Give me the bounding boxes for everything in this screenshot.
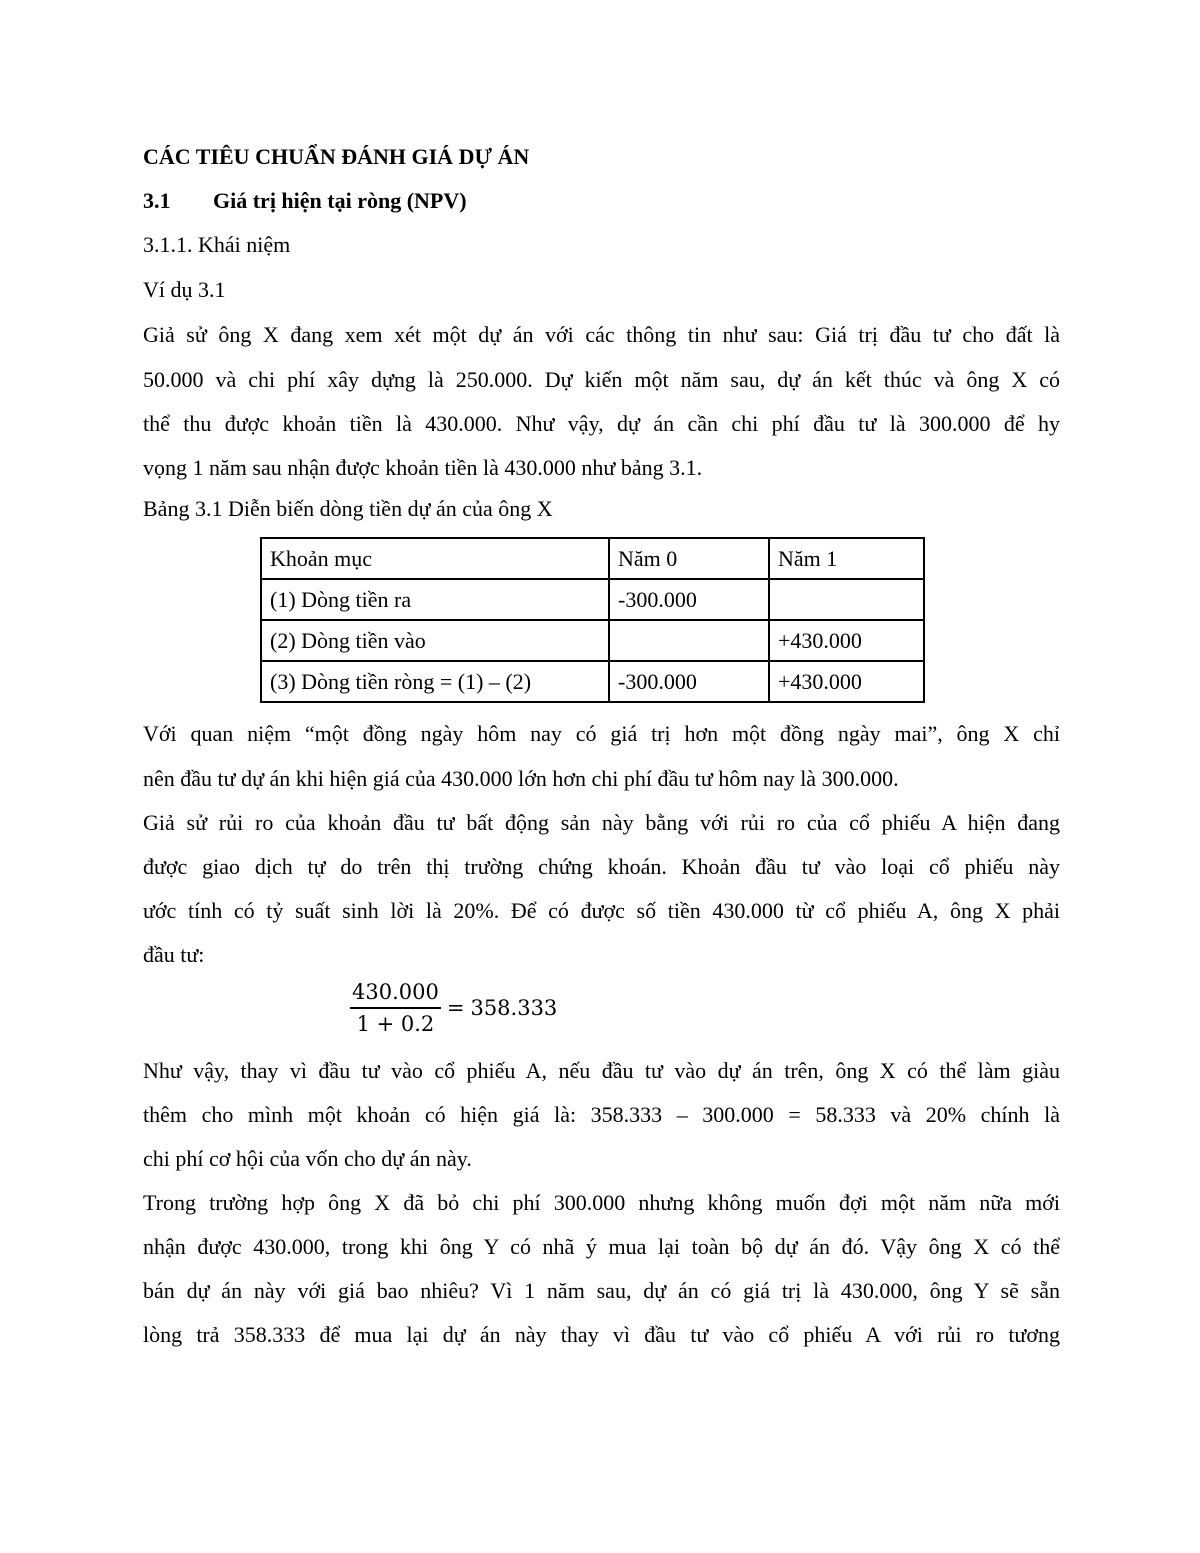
table-cell bbox=[769, 579, 924, 620]
formula-result: 358.333 bbox=[470, 996, 558, 1020]
fraction-denominator: 1 + 0.2 bbox=[356, 1012, 435, 1036]
table-header-cell: Năm 1 bbox=[769, 538, 924, 579]
example-label: Ví dụ 3.1 bbox=[143, 277, 226, 302]
section-title: Giá trị hiện tại ròng (NPV) bbox=[213, 188, 467, 213]
table-cell: -300.000 bbox=[609, 661, 769, 702]
paragraph-line: ước tính có tỷ suất sinh lời là 20%. Để có được số tiền 430.000 từ cổ phiếu A, ông X phải bbox=[143, 898, 1060, 923]
paragraph-line: Với quan niệm “một đồng ngày hôm nay có giá trị hơn một đồng ngày mai”, ông X chỉ bbox=[143, 721, 1060, 746]
paragraph-line: thể thu được khoản tiền là 430.000. Như vậy, dự án cần chi phí đầu tư là 300.000 để hy bbox=[143, 411, 1060, 436]
table-caption: Bảng 3.1 Diễn biến dòng tiền dự án của ông X bbox=[143, 496, 553, 521]
cash-flow-table bbox=[260, 537, 925, 703]
paragraph-line: Giả sử rủi ro của khoản đầu tư bất động sản này bằng với rủi ro của cổ phiếu A hiện đang bbox=[143, 810, 1060, 835]
paragraph-line: thêm cho mình một khoản có hiện giá là: 358.333 – 300.000 = 58.333 và 20% chính là bbox=[143, 1102, 1060, 1127]
table-cell: (2) Dòng tiền vào bbox=[261, 620, 609, 661]
paragraph-line: bán dự án này với giá bao nhiêu? Vì 1 năm sau, dự án có giá trị là 430.000, ông Y sẽ sẵn bbox=[143, 1278, 1060, 1303]
fraction bbox=[350, 980, 441, 1036]
table-cell bbox=[609, 620, 769, 661]
document-title: CÁC TIÊU CHUẨN ĐÁNH GIÁ DỰ ÁN bbox=[143, 144, 530, 169]
paragraph-line: chi phí cơ hội của vốn cho dự án này. bbox=[143, 1146, 472, 1171]
paragraph-line: Trong trường hợp ông X đã bỏ chi phí 300.000 nhưng không muốn đợi một năm nữa mới bbox=[143, 1190, 1060, 1215]
paragraph-line: 50.000 và chi phí xây dựng là 250.000. Dự kiến một năm sau, dự án kết thúc và ông X có bbox=[143, 367, 1060, 392]
paragraph-line: nên đầu tư dự án khi hiện giá của 430.000 lớn hơn chi phí đầu tư hôm nay là 300.000. bbox=[143, 766, 899, 791]
table-row bbox=[261, 661, 924, 702]
paragraph-line: Như vậy, thay vì đầu tư vào cổ phiếu A, nếu đầu tư vào dự án trên, ông X có thể làm giàu bbox=[143, 1058, 1060, 1083]
table-cell: (1) Dòng tiền ra bbox=[261, 579, 609, 620]
table-row bbox=[261, 579, 924, 620]
section-heading bbox=[143, 186, 467, 216]
table-cell: +430.000 bbox=[769, 620, 924, 661]
table-row bbox=[261, 620, 924, 661]
paragraph-line: Giả sử ông X đang xem xét một dự án với các thông tin như sau: Giá trị đầu tư cho đất là bbox=[143, 322, 1060, 347]
table-cell: +430.000 bbox=[769, 661, 924, 702]
paragraph-line: lòng trả 358.333 để mua lại dự án này thay vì đầu tư vào cổ phiếu A với rủi ro tương bbox=[143, 1322, 1060, 1347]
fraction-numerator: 430.000 bbox=[350, 980, 441, 1009]
equals-sign: = bbox=[446, 996, 465, 1020]
pv-formula bbox=[350, 980, 557, 1036]
section-number: 3.1 bbox=[143, 188, 171, 213]
table-header-row bbox=[261, 538, 924, 579]
table-header-cell: Năm 0 bbox=[609, 538, 769, 579]
paragraph-line: được giao dịch tự do trên thị trường chứng khoán. Khoản đầu tư vào loại cổ phiếu này bbox=[143, 854, 1060, 879]
table-cell: -300.000 bbox=[609, 579, 769, 620]
table-header-cell: Khoản mục bbox=[261, 538, 609, 579]
paragraph-line: đầu tư: bbox=[143, 942, 205, 967]
table-cell: (3) Dòng tiền ròng = (1) – (2) bbox=[261, 661, 609, 702]
subsection-heading: 3.1.1. Khái niệm bbox=[143, 232, 291, 257]
paragraph-line: vọng 1 năm sau nhận được khoản tiền là 430.000 như bảng 3.1. bbox=[143, 455, 703, 480]
paragraph-line: nhận được 430.000, trong khi ông Y có nhã ý mua lại toàn bộ dự án đó. Vậy ông X có thể bbox=[143, 1234, 1060, 1259]
